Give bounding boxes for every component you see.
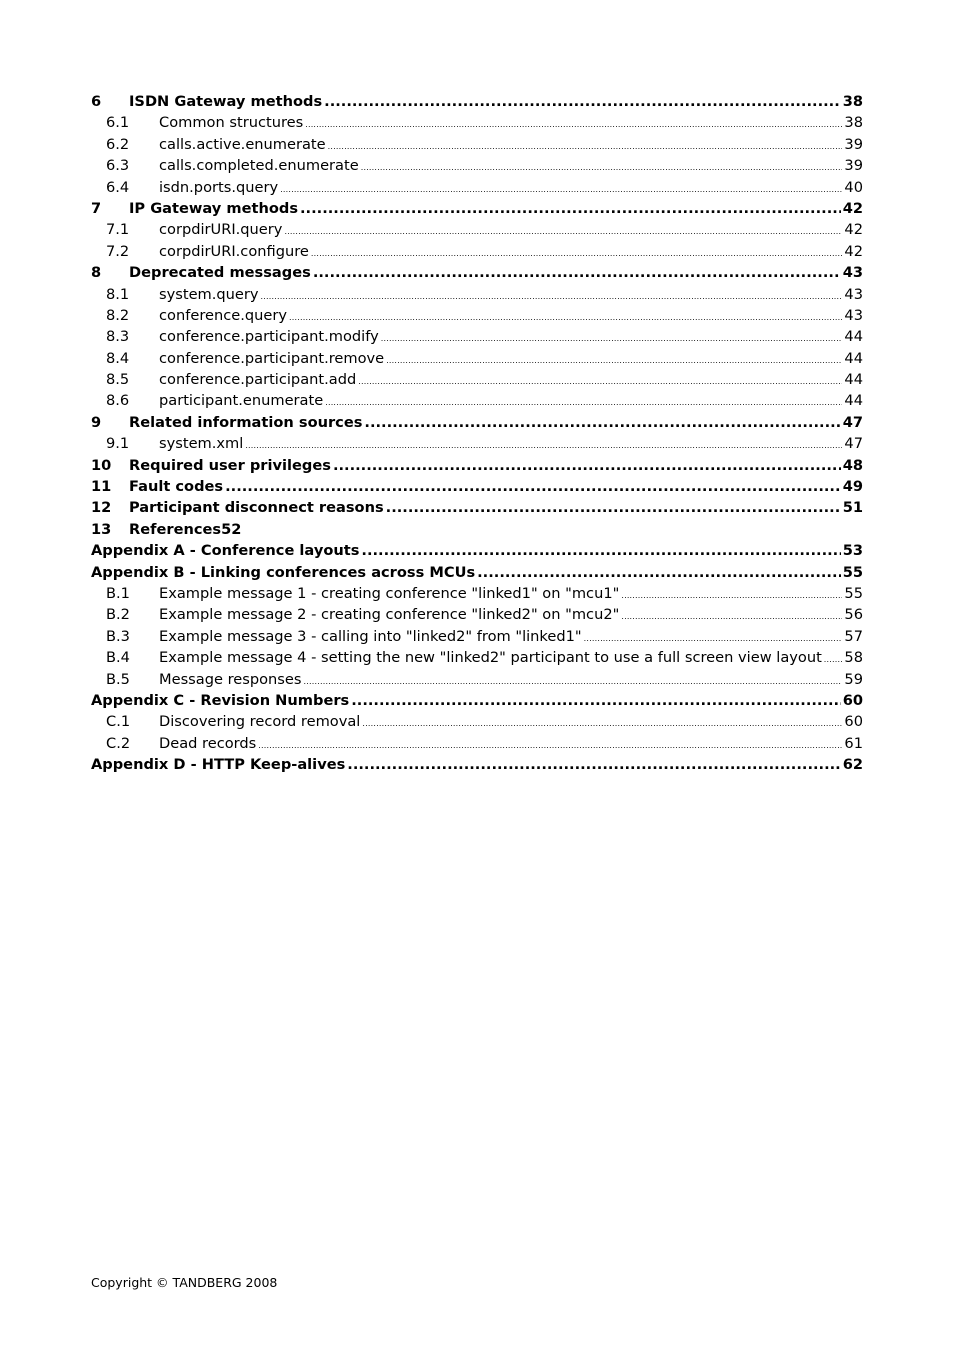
toc-entry-page: 60: [842, 691, 863, 709]
toc-leader-dots: [258, 735, 842, 756]
toc-entry-title: corpdirURI.query: [159, 221, 283, 239]
toc-entry-page: 42: [842, 199, 863, 217]
toc-entry-number: 11: [91, 478, 112, 496]
toc-entry[interactable]: [91, 497, 863, 518]
toc-entry-title: conference.participant.modify: [159, 328, 379, 346]
toc-entry-title: system.query: [159, 285, 259, 303]
toc-entry[interactable]: [91, 348, 863, 369]
toc-entry-title: participant.enumerate: [159, 392, 324, 410]
toc-entry-title: calls.active.enumerate: [159, 135, 326, 153]
toc-entry-title: conference.participant.add: [159, 371, 357, 389]
toc-entry-page: 55: [844, 584, 863, 602]
toc-entry-number: 8.4: [106, 349, 130, 367]
toc-entry[interactable]: [91, 754, 863, 775]
toc-entry[interactable]: [91, 134, 863, 155]
toc-entry-number: 10: [91, 456, 112, 474]
toc-entry[interactable]: [91, 155, 863, 176]
toc-entry-title: Discovering record removal: [159, 713, 361, 731]
toc-entry-number: 6.4: [106, 178, 130, 196]
toc-entry-number: 8: [91, 264, 102, 282]
toc-entry-title: calls.completed.enumerate: [159, 157, 359, 175]
toc-entry-number: C.2: [106, 734, 131, 752]
toc-entry-page: 56: [844, 606, 863, 624]
toc-entry-page: 38: [842, 93, 863, 110]
toc-entry[interactable]: [91, 177, 863, 198]
toc-entry-number: 6.2: [106, 135, 130, 153]
toc-entry[interactable]: [91, 647, 863, 668]
toc-entry-title: Dead records: [159, 734, 257, 752]
toc-leader-dots: [245, 435, 842, 456]
toc-entry-number: B.1: [106, 584, 130, 602]
toc-entry-number: B.5: [106, 670, 130, 688]
toc-entry-page: 44: [844, 371, 863, 389]
toc-entry-title: References52: [129, 520, 242, 538]
toc-entry-title: Example message 4 - setting the new "linked2" participant to use a full screen view layout: [159, 649, 822, 667]
toc-entry-number: 13: [91, 520, 112, 538]
toc-leader-dots: [358, 371, 842, 392]
toc-entry[interactable]: [91, 562, 863, 583]
toc-entry-title: Common structures: [159, 114, 304, 132]
toc-leader-dots: [313, 262, 841, 283]
toc-entry-page: 44: [844, 392, 863, 410]
toc-leader-dots: [280, 179, 842, 200]
toc-entry-page: 44: [844, 349, 863, 367]
toc-leader-dots: [261, 286, 843, 307]
toc-entry-title: system.xml: [159, 435, 244, 453]
toc-entry-title: Related information sources: [129, 413, 363, 431]
toc-leader-dots: [284, 221, 842, 242]
toc-entry[interactable]: [91, 669, 863, 690]
toc-entry-number: 7.2: [106, 242, 130, 260]
toc-leader-dots: [311, 243, 843, 264]
toc-entry-page: 42: [844, 242, 863, 260]
toc-leader-dots: [386, 350, 842, 371]
toc-leader-dots: [584, 628, 843, 649]
toc-leader-dots: [324, 91, 841, 112]
toc-entry[interactable]: [91, 369, 863, 390]
toc-entry-number: 12: [91, 499, 112, 517]
toc-entry-number: B.4: [106, 649, 130, 667]
toc-entry[interactable]: [91, 91, 863, 112]
toc-entry-number: 7.1: [106, 221, 130, 239]
toc-leader-dots: [351, 690, 840, 711]
toc-entry[interactable]: [91, 198, 863, 219]
toc-entry[interactable]: [91, 390, 863, 411]
toc-entry[interactable]: [91, 433, 863, 454]
toc-entry[interactable]: [91, 476, 863, 497]
toc-entry-title: Example message 1 - creating conference "linked1" on "mcu1": [159, 584, 620, 602]
toc-entry[interactable]: [91, 219, 863, 240]
toc-entry-number: 6.3: [106, 157, 130, 175]
toc-entry-number: 6: [91, 93, 102, 110]
toc-entry-title: Example message 2 - creating conference "linked2" on "mcu2": [159, 606, 620, 624]
toc-entry-number: B.3: [106, 627, 130, 645]
toc-entry-number: 8.2: [106, 306, 130, 324]
toc-entry-page: 51: [842, 499, 863, 517]
toc-entry-page: 43: [844, 306, 863, 324]
toc-entry-number: 8.5: [106, 371, 130, 389]
toc-entry-page: 38: [844, 114, 863, 132]
toc-entry-title: Appendix B - Linking conferences across MCUs: [91, 563, 476, 581]
toc-entry[interactable]: [91, 733, 863, 754]
toc-leader-dots: [333, 455, 841, 476]
toc-entry-page: 55: [842, 563, 863, 581]
toc-entry-page: 61: [844, 734, 863, 752]
toc-entry-title: Appendix D - HTTP Keep-alives: [91, 756, 346, 774]
toc-entry-number: 8.6: [106, 392, 130, 410]
toc-leader-dots: [381, 328, 843, 349]
toc-entry-title: Appendix C - Revision Numbers: [91, 691, 350, 709]
toc-entry-page: 40: [844, 178, 863, 196]
toc-entry[interactable]: [91, 519, 863, 540]
toc-entry-page: 60: [844, 713, 863, 731]
toc-entry[interactable]: [91, 540, 863, 561]
toc-entry-page: 47: [842, 413, 863, 431]
toc-entry-title: IP Gateway methods: [129, 199, 299, 217]
toc-leader-dots: [289, 307, 842, 328]
toc-entry[interactable]: [91, 241, 863, 262]
toc-entry[interactable]: [91, 583, 863, 604]
toc-leader-dots: [325, 392, 842, 413]
toc-entry[interactable]: [91, 690, 863, 711]
toc-entry[interactable]: [91, 604, 863, 625]
toc-entry-page: 57: [844, 627, 863, 645]
toc-entry-title: Message responses: [159, 670, 302, 688]
footer-copyright: Copyright © TANDBERG 2008: [91, 1275, 278, 1290]
toc-entry-number: 8.1: [106, 285, 130, 303]
toc-entry-number: B.2: [106, 606, 130, 624]
toc-entry-title: Participant disconnect reasons: [129, 499, 384, 517]
toc-entry-title: Appendix A - Conference layouts: [91, 542, 360, 560]
toc-entry-title: Fault codes: [129, 478, 224, 496]
toc-entry-title: Required user privileges: [129, 456, 331, 474]
toc-entry-number: C.1: [106, 713, 131, 731]
toc-entry-page: 39: [844, 135, 863, 153]
toc-entry-title: conference.query: [159, 306, 287, 324]
toc-leader-dots: [304, 671, 843, 692]
toc-entry-page: 39: [844, 157, 863, 175]
toc-entry-number: 9: [91, 413, 102, 431]
toc-entry-page: 48: [842, 456, 863, 474]
toc-leader-dots: [328, 136, 843, 157]
toc-leader-dots: [621, 606, 842, 627]
toc-entry-page: 62: [842, 756, 863, 774]
toc-entry-number: 7: [91, 199, 102, 217]
toc-entry-title: Deprecated messages: [129, 264, 311, 282]
toc-leader-dots: [300, 198, 841, 219]
toc-entry-page: 43: [844, 285, 863, 303]
toc-entry[interactable]: [91, 455, 863, 476]
toc-leader-dots: [477, 562, 841, 583]
toc-entry-page: 53: [842, 542, 863, 560]
toc-leader-dots: [361, 157, 843, 178]
toc-entry-page: 58: [844, 649, 863, 667]
toc-entry[interactable]: [91, 284, 863, 305]
toc-entry-page: 59: [844, 670, 863, 688]
toc-entry-number: 8.3: [106, 328, 130, 346]
toc-entry[interactable]: [91, 626, 863, 647]
toc-leader-dots: [621, 585, 842, 606]
toc-leader-dots: [361, 540, 840, 561]
toc-entry[interactable]: [91, 112, 863, 133]
toc-leader-dots: [364, 412, 840, 433]
toc-entry[interactable]: [91, 326, 863, 347]
toc-leader-dots: [305, 114, 842, 135]
toc-entry-title: isdn.ports.query: [159, 178, 279, 196]
toc-leader-dots: [225, 476, 841, 497]
toc-entry[interactable]: [91, 412, 863, 433]
toc-entry[interactable]: [91, 711, 863, 732]
toc-leader-dots: [824, 649, 843, 670]
toc-entry-title: corpdirURI.configure: [159, 242, 309, 260]
toc-entry-title: ISDN Gateway methods: [129, 93, 323, 110]
toc-entry-page: 43: [842, 264, 863, 282]
toc-entry[interactable]: [91, 305, 863, 326]
table-of-contents: [91, 91, 863, 776]
toc-entry[interactable]: [91, 262, 863, 283]
toc-entry-page: 49: [842, 478, 863, 496]
toc-entry-title: conference.participant.remove: [159, 349, 385, 367]
toc-leader-dots: [386, 497, 841, 518]
toc-entry-page: 42: [844, 221, 863, 239]
toc-entry-title: Example message 3 - calling into "linked2" from "linked1": [159, 627, 582, 645]
toc-entry-number: 9.1: [106, 435, 130, 453]
toc-leader-dots: [362, 713, 842, 734]
toc-entry-page: 47: [844, 435, 863, 453]
toc-entry-number: 6.1: [106, 114, 130, 132]
toc-leader-dots: [347, 754, 840, 775]
toc-entry-page: 44: [844, 328, 863, 346]
